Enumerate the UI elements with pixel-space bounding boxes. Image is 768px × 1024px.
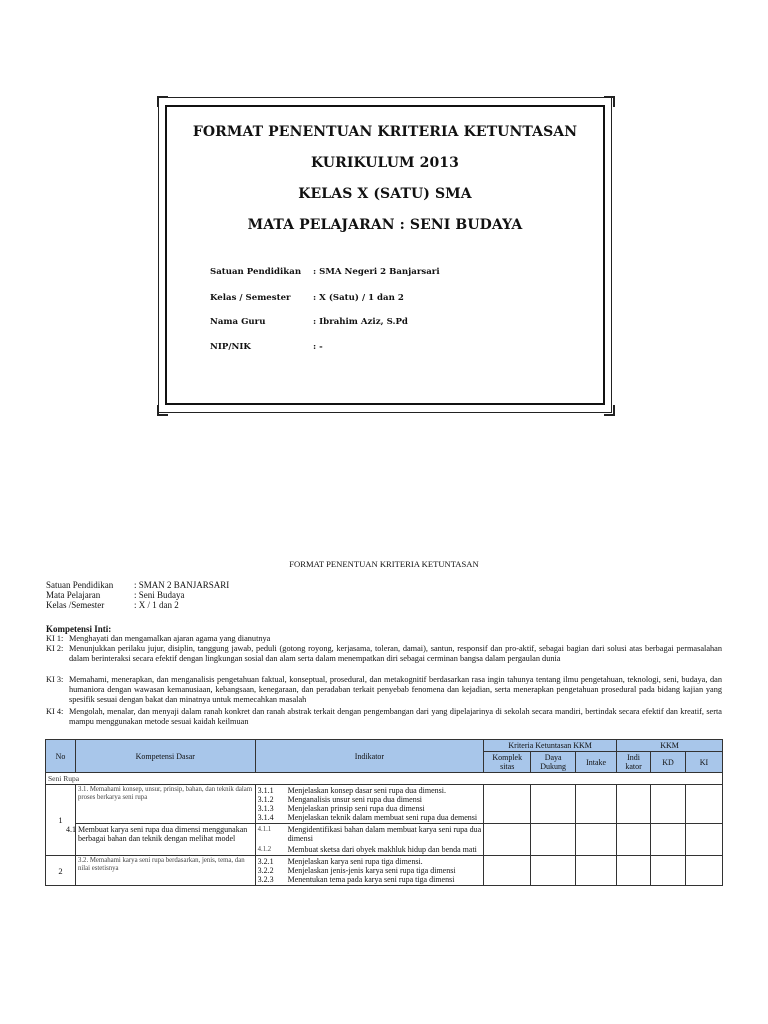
value-cell[interactable] bbox=[685, 824, 722, 856]
cover-field-label: Kelas / Semester bbox=[210, 293, 291, 303]
cover-field-label: Satuan Pendidikan bbox=[210, 267, 302, 277]
ki-text: Memahami, menerapkan, dan menganalisis pengetahuan faktual, konseptual, prosedural, dan metakognitif berdasarkan rasa ingin tahunya tentang ilmu pengetahuan, teknologi, seni, budaya, dan humaniora dengan wawasan kemanusiaan, kebangsaan, kenegaraan, dan peradaban terkait penyebab fenomena dan kejadian, serta menerapkan pengetahuan prosedural pada bidang kajian yang spesifik sesuai dengan bakat dan minatnya untuk memecahkan masalah bbox=[69, 675, 722, 704]
ki-text: Mengolah, menalar, dan menyaji dalam ranah konkret dan ranah abstrak terkait dengan pengembangan dari yang dipelajarinya di sekolah secara mandiri, bertindak secara efektif dan kreatif, serta mampu menggunakan metode sesuai kaidah keilmuan bbox=[69, 707, 722, 726]
section-label: Seni Rupa bbox=[46, 773, 723, 785]
value-cell[interactable] bbox=[685, 785, 722, 824]
value-cell[interactable] bbox=[531, 824, 576, 856]
table-row bbox=[46, 824, 723, 856]
ident-value: : SMAN 2 BANJARSARI bbox=[134, 580, 230, 590]
value-cell[interactable] bbox=[484, 785, 531, 824]
value-cell[interactable] bbox=[617, 785, 651, 824]
cover-corner bbox=[604, 405, 615, 416]
table-row bbox=[46, 785, 723, 824]
indicator-item: 4.1.1 Mengidentifikasi bahan dalam membuat karya seni rupa dua dimensi bbox=[257, 825, 482, 843]
value-cell[interactable] bbox=[484, 824, 531, 856]
ki-item bbox=[46, 634, 722, 644]
value-cell[interactable] bbox=[617, 824, 651, 856]
document-title: FORMAT PENENTUAN KRITERIA KETUNTASAN bbox=[289, 559, 479, 569]
ki-code: KI 2: bbox=[46, 644, 64, 653]
cover-corner bbox=[157, 405, 168, 416]
ki-item bbox=[46, 707, 722, 727]
ki-code: KI 4: bbox=[46, 707, 64, 716]
cover-subject: MATA PELAJARAN : SENI BUDAYA bbox=[247, 217, 523, 233]
indicator-cell bbox=[255, 824, 484, 856]
ki-item bbox=[46, 644, 722, 664]
cover-corner bbox=[157, 96, 168, 107]
cover-corner bbox=[604, 96, 615, 107]
cover-field-value: : Ibrahim Aziz, S.Pd bbox=[313, 317, 408, 327]
ident-row bbox=[46, 600, 179, 610]
indicator-item: 3.2.1 Menjelaskan karya seni rupa tiga dimensi. bbox=[257, 857, 423, 866]
kd-cell: 3.2. Memahami karya seni rupa berdasarkan, jenis, tema, dan nilai estetisnya bbox=[75, 856, 255, 886]
ident-label: Satuan Pendidikan bbox=[46, 580, 114, 590]
cover-field-label: Nama Guru bbox=[210, 317, 266, 327]
cover-subtitle: KURIKULUM 2013 bbox=[311, 155, 459, 171]
cover-field-value: : SMA Negeri 2 Banjarsari bbox=[313, 267, 440, 277]
indicator-item: 3.1.4 Menjelaskan teknik dalam membuat seni rupa dua demensi bbox=[257, 813, 478, 822]
cover-field-value: : - bbox=[313, 342, 323, 352]
ident-label: Mata Pelajaran bbox=[46, 590, 101, 600]
value-cell[interactable] bbox=[651, 856, 686, 886]
ki-text: Menunjukkan perilaku jujur, disiplin, tanggung jawab, peduli (gotong royong, kerjasama, toleran, damai), santun, responsif dan pro-aktif, sebagai bagian dari solusi atas berbagai permasalahan dalam berinteraksi secara efektif dengan lingkungan sosial dan alam serta dalam menempatkan diri sebagai cerminan bangsa dalam pergaulan dunia bbox=[69, 644, 722, 663]
indicator-item: 4.1.2 Membuat sketsa dari obyek makhluk hidup dan benda mati bbox=[257, 845, 477, 854]
kkm-table bbox=[45, 739, 723, 886]
ident-value: : X / 1 dan 2 bbox=[134, 600, 179, 610]
value-cell[interactable] bbox=[484, 856, 531, 886]
header-kkm: KKM bbox=[617, 740, 723, 752]
value-cell[interactable] bbox=[531, 856, 576, 886]
indicator-item: 3.1.2 Menganalisis unsur seni rupa dua dimensi bbox=[257, 795, 423, 804]
ident-value: : Seni Budaya bbox=[134, 590, 185, 600]
indicator-item: 3.1.1 Menjelaskan konsep dasar seni rupa dua dimensi. bbox=[257, 786, 447, 795]
value-cell[interactable] bbox=[531, 785, 576, 824]
header-indikator-short: Indi kator bbox=[617, 752, 651, 773]
kd-cell: 4.1 Membuat karya seni rupa dua dimensi menggunakan berbagai bahan dan teknik dengan melihat model bbox=[75, 824, 255, 856]
header-no: No bbox=[46, 740, 76, 773]
ident-label: Kelas /Semester bbox=[46, 600, 105, 610]
cover-frame-inner bbox=[165, 105, 605, 405]
row-number: 2 bbox=[46, 856, 76, 886]
header-indikator: Indikator bbox=[255, 740, 484, 773]
cover-class: KELAS X (SATU) SMA bbox=[298, 186, 472, 202]
ki-code: KI 1: bbox=[46, 634, 64, 643]
indicator-item: 3.2.2 Menjelaskan jenis-jenis karya seni rupa tiga dimensi bbox=[257, 866, 456, 875]
ident-row bbox=[46, 590, 185, 600]
header-ki-short: KI bbox=[685, 752, 722, 773]
cover-title: FORMAT PENENTUAN KRITERIA KETUNTASAN bbox=[192, 124, 578, 140]
header-intake: Intake bbox=[576, 752, 617, 773]
ki-code: KI 3: bbox=[46, 675, 64, 684]
row-number: 1 bbox=[46, 785, 76, 856]
header-kriteria: Kriteria Ketuntasan KKM bbox=[484, 740, 617, 752]
value-cell[interactable] bbox=[576, 856, 617, 886]
header-daya-dukung: Daya Dukung bbox=[531, 752, 576, 773]
indicator-item: 3.2.3 Menentukan tema pada karya seni rupa tiga dimensi bbox=[257, 875, 455, 884]
cover-field-value: : X (Satu) / 1 dan 2 bbox=[313, 293, 404, 303]
value-cell[interactable] bbox=[651, 785, 686, 824]
indicator-cell bbox=[255, 785, 484, 824]
table-row bbox=[46, 856, 723, 886]
header-kompleksitas: Komplek sitas bbox=[484, 752, 531, 773]
value-cell[interactable] bbox=[576, 824, 617, 856]
kd-cell: 3.1. Memahami konsep, unsur, prinsip, bahan, dan teknik dalam proses berkarya seni rupa bbox=[75, 785, 255, 824]
value-cell[interactable] bbox=[651, 824, 686, 856]
indicator-item: 3.1.3 Menjelaskan prinsip seni rupa dua dimensi bbox=[257, 804, 425, 813]
ki-item bbox=[46, 675, 722, 705]
cover-field-label: NIP/NIK bbox=[210, 342, 251, 352]
header-kd-short: KD bbox=[651, 752, 686, 773]
ki-heading: Kompetensi Inti: bbox=[46, 624, 112, 634]
indicator-cell bbox=[255, 856, 484, 886]
value-cell[interactable] bbox=[685, 856, 722, 886]
ident-row bbox=[46, 580, 229, 590]
ki-text: Menghayati dan mengamalkan ajaran agama yang dianutnya bbox=[69, 634, 271, 643]
value-cell[interactable] bbox=[576, 785, 617, 824]
value-cell[interactable] bbox=[617, 856, 651, 886]
header-kompetensi-dasar: Kompetensi Dasar bbox=[75, 740, 255, 773]
